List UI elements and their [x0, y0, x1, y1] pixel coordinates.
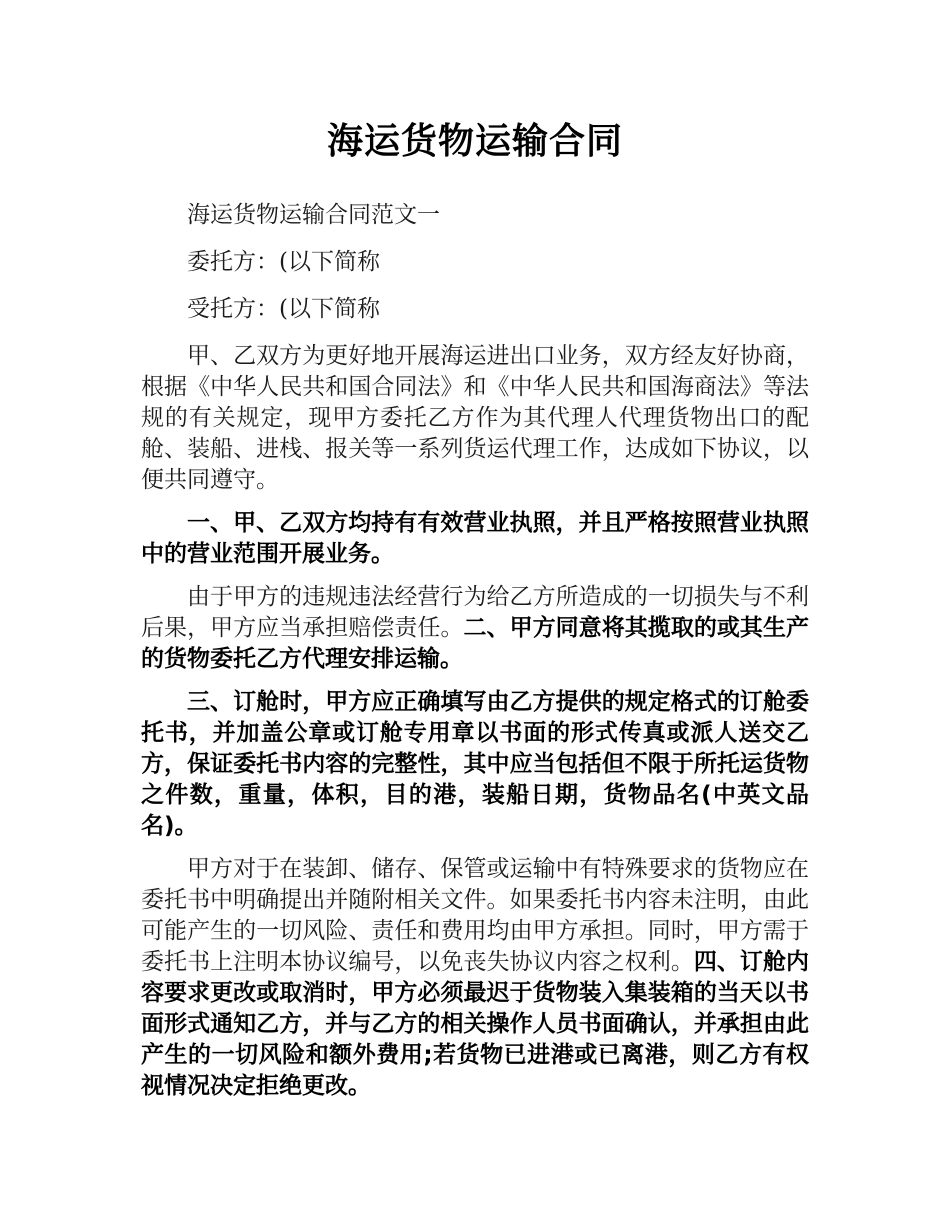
clause-4: 四、订舱内容要求更改或取消时，甲方必须最迟于货物装入集装箱的当天以书面形式通知乙方，并与乙方的相关操作人员书面确认，并承担由此产生的一切风险和额外费用;若货物已进港或已离港，则乙方有权视情况决定拒绝更改。 [141, 949, 810, 1099]
special-requirements-paragraph [141, 854, 809, 1102]
special-requirements-text: 甲方对于在装卸、储存、保管或运输中有特殊要求的货物应在委托书中明确提出并随附相关文件。如果委托书内容未注明，由此可能产生的一切风险、责任和费用均由甲方承担。同时，甲方需于委托书上注明本协议编号，以免丧失协议内容之权利。 [141, 856, 809, 975]
document-title: 海运货物运输合同 [326, 121, 623, 162]
agent-party-line: 受托方：(以下简称 [187, 296, 380, 322]
client-party-line: 委托方：(以下简称 [187, 249, 380, 275]
document-heading: 海运货物运输合同范文一 [187, 202, 440, 228]
clause-1: 一、甲、乙双方均持有有效营业执照，并且严格按照营业执照中的营业范围开展业务。 [141, 510, 809, 567]
liability-paragraph [141, 582, 809, 675]
document-body [141, 200, 809, 1114]
clause-2: 二、甲方同意将其揽取的或其生产的货物委托乙方代理安排运输。 [141, 615, 810, 672]
liability-text: 由于甲方的违规违法经营行为给乙方所造成的一切损失与不利后果，甲方应当承担赔偿责任。 [141, 584, 809, 641]
intro-paragraph: 甲、乙双方为更好地开展海运进出口业务，双方经友好协商，根据《中华人民共和国合同法》和《中华人民共和国海商法》等法规的有关规定，现甲方委托乙方作为其代理人代理货物出口的配舱、装船、进栈、报关等一系列货运代理工作，达成如下协议，以便共同遵守。 [141, 343, 809, 493]
clause-3: 三、订舱时，甲方应正确填写由乙方提供的规定格式的订舱委托书，并加盖公章或订舱专用章以书面的形式传真或派人送交乙方，保证委托书内容的完整性，其中应当包括但不限于所托运货物之件数，重量，体积，目的港，装船日期，货物品名(中英文品名)。 [141, 689, 809, 839]
